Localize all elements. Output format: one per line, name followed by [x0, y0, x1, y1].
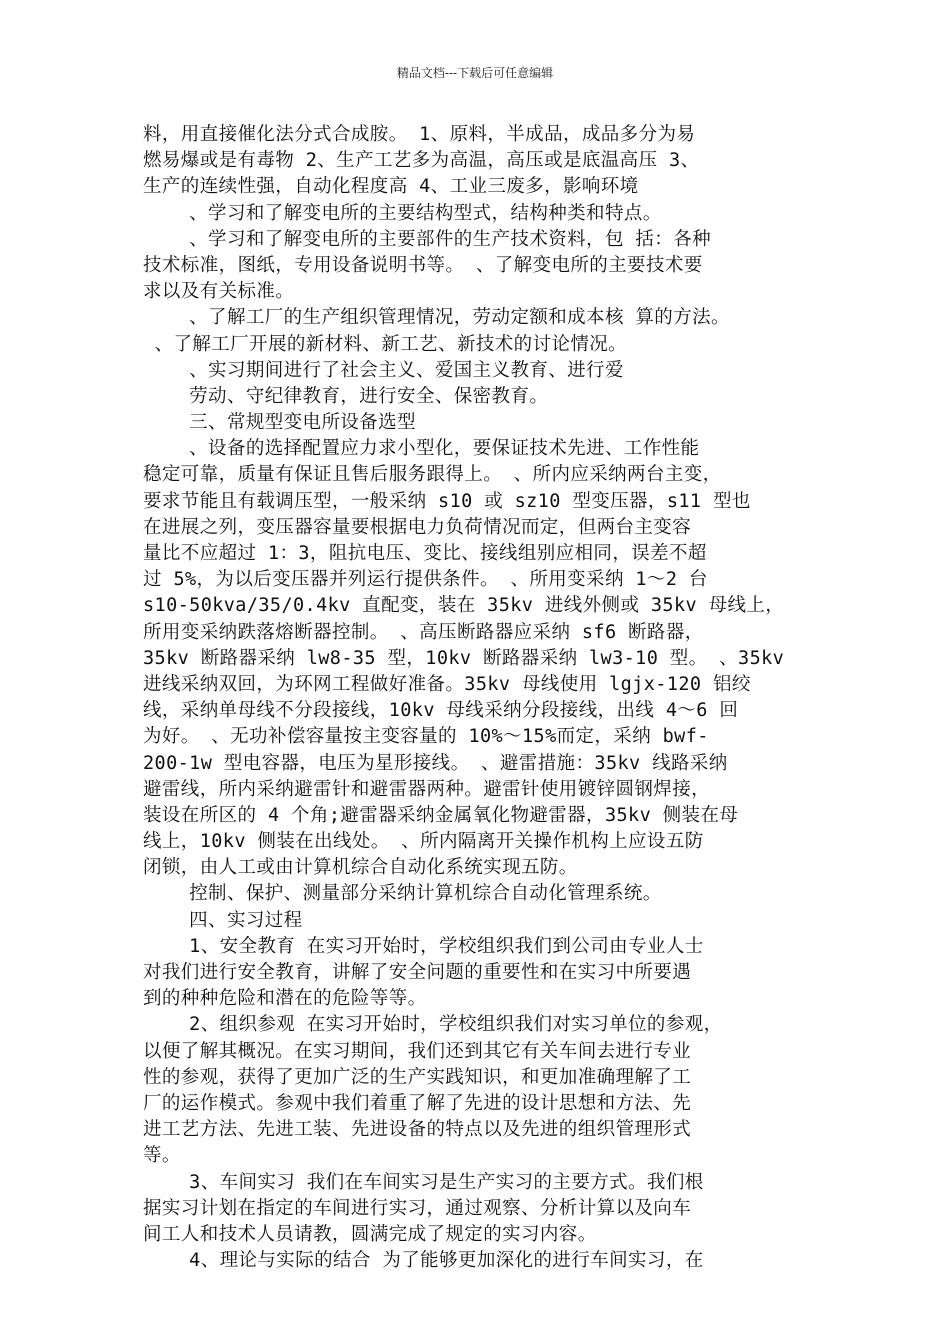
text-line: 生产的连续性强，自动化程度高 4、工业三废多，影响环境 [143, 176, 639, 198]
text-line: 燃易爆或是有毒物 2、生产工艺多为高温，高压或是底温高压 3、 [143, 150, 700, 172]
text-line: 在进展之列，变压器容量要根据电力负荷情况而定，但两台主变容 [143, 516, 692, 538]
text-line: 、实习期间进行了社会主义、爱国主义教育、进行爱 [143, 359, 624, 381]
text-line: s10-50kva/35/0.4kv 直配变，装在 35kv 进线外侧或 35kv 母线上， [143, 595, 785, 617]
text-line: 为好。 、无功补偿容量按主变容量的 10%～15%而定，采纳 bwf- [143, 726, 709, 748]
text-line: 4、理论与实际的结合 为了能够更加深化的进行车间实习，在 [143, 1250, 704, 1272]
text-line: 厂的运作模式。参观中我们着重了解了先进的设计思想和方法、先 [143, 1092, 692, 1114]
page-header: 精品文档---下载后可任意编辑 [396, 66, 554, 80]
text-line: 三、常规型变电所设备选型 [143, 412, 416, 434]
text-line: 、了解工厂的生产组织管理情况，劳动定额和成本核 算的方法。 [143, 307, 730, 329]
text-line: 以便了解其概况。在实习期间，我们还到其它有关车间去进行专业 [143, 1040, 692, 1062]
text-line: 35kv 断路器采纳 lw8-35 型，10kv 断路器采纳 lw3-10 型。 、35kv [143, 647, 785, 669]
text-line: 进线采纳双回，为环网工程做好准备。35kv 母线使用 lgjx-120 铝绞 [143, 673, 751, 695]
text-line: 过 5%，为以后变压器并列运行提供条件。 、所用变采纳 1～2 台 [143, 569, 708, 591]
text-line: 1、安全教育 在实习开始时，学校组织我们到公司由专业人士 [143, 935, 704, 957]
text-line: 对我们进行安全教育，讲解了安全问题的重要性和在实习中所要遇 [143, 962, 692, 983]
text-line: 线，采纳单母线不分段接线，10kv 母线采纳分段接线，出线 4～6 回 [143, 700, 739, 722]
text-line: 3、车间实习 我们在车间实习是生产实习的主要方式。我们根 [143, 1171, 704, 1193]
text-line: 性的参观，获得了更加广泛的生产实践知识，和更加准确理解了工 [143, 1066, 692, 1088]
text-line: 量比不应超过 1：3，阻抗电压、变比、接线组别应相同，误差不超 [143, 543, 707, 564]
text-line: 所用变采纳跌落熔断器控制。 、高压断路器应采纳 sf6 断路器， [143, 621, 704, 643]
text-line: 、学习和了解变电所的主要结构型式，结构种类和特点。 [143, 202, 662, 224]
text-line: 装设在所区的 4 个角;避雷器采纳金属氧化物避雷器，35kv 侧装在母 [143, 804, 739, 826]
text-line: 稳定可靠，质量有保证且售后服务跟得上。 、所内应采纳两台主变， [143, 464, 722, 486]
text-line: 避雷线，所内采纳避雷针和避雷器两种。避雷针使用镀锌圆钢焊接， [143, 778, 711, 800]
text-line: 、设备的选择配置应力求小型化，要保证技术先进、工作性能 [143, 438, 700, 460]
text-line: 200-1w 型电容器，电压为星形接线。 、避雷措施：35kv 线路采纳 [143, 752, 728, 774]
text-line: 料，用直接催化法分式合成胺。 1、原料，半成品，成品多分为易 [143, 124, 696, 145]
text-line: 间工人和技术人员请教，圆满完成了规定的实习内容。 [143, 1223, 597, 1245]
text-line: 控制、保护、测量部分采纳计算机综合自动化管理系统。 [143, 883, 662, 905]
text-line: 求以及有关标准。 [143, 281, 295, 303]
text-line: 闭锁，由人工或由计算机综合自动化系统实现五防。 [143, 857, 578, 879]
text-line: 要求节能且有载调压型，一般采纳 s10 或 sz10 型变压器，s11 型也 [143, 490, 751, 512]
text-line: 2、组织参观 在实习开始时，学校组织我们对实习单位的参观， [143, 1014, 723, 1036]
text-line: 等。 [143, 1145, 181, 1167]
text-line: 线上，10kv 侧装在出线处。 、所内隔离开关操作机构上应设五防 [143, 831, 704, 853]
text-line: 、学习和了解变电所的主要部件的生产技术资料，包 括：各种 [143, 228, 711, 250]
text-line: 到的种种危险和潜在的危险等等。 [143, 988, 427, 1010]
text-line: 进工艺方法、先进工装、先进设备的特点以及先进的组织管理形式 [143, 1119, 692, 1141]
document-body [143, 122, 843, 1274]
text-line: 四、实习过程 [143, 909, 303, 931]
text-line: 技术标准，图纸，专用设备说明书等。 、了解变电所的主要技术要 [143, 254, 703, 276]
text-line: 、了解工厂开展的新材料、新工艺、新技术的讨论情况。 [143, 333, 628, 355]
text-line: 劳动、守纪律教育，进行安全、保密教育。 [143, 385, 549, 407]
text-line: 据实习计划在指定的车间进行实习，通过观察、分析计算以及向车 [143, 1197, 692, 1219]
